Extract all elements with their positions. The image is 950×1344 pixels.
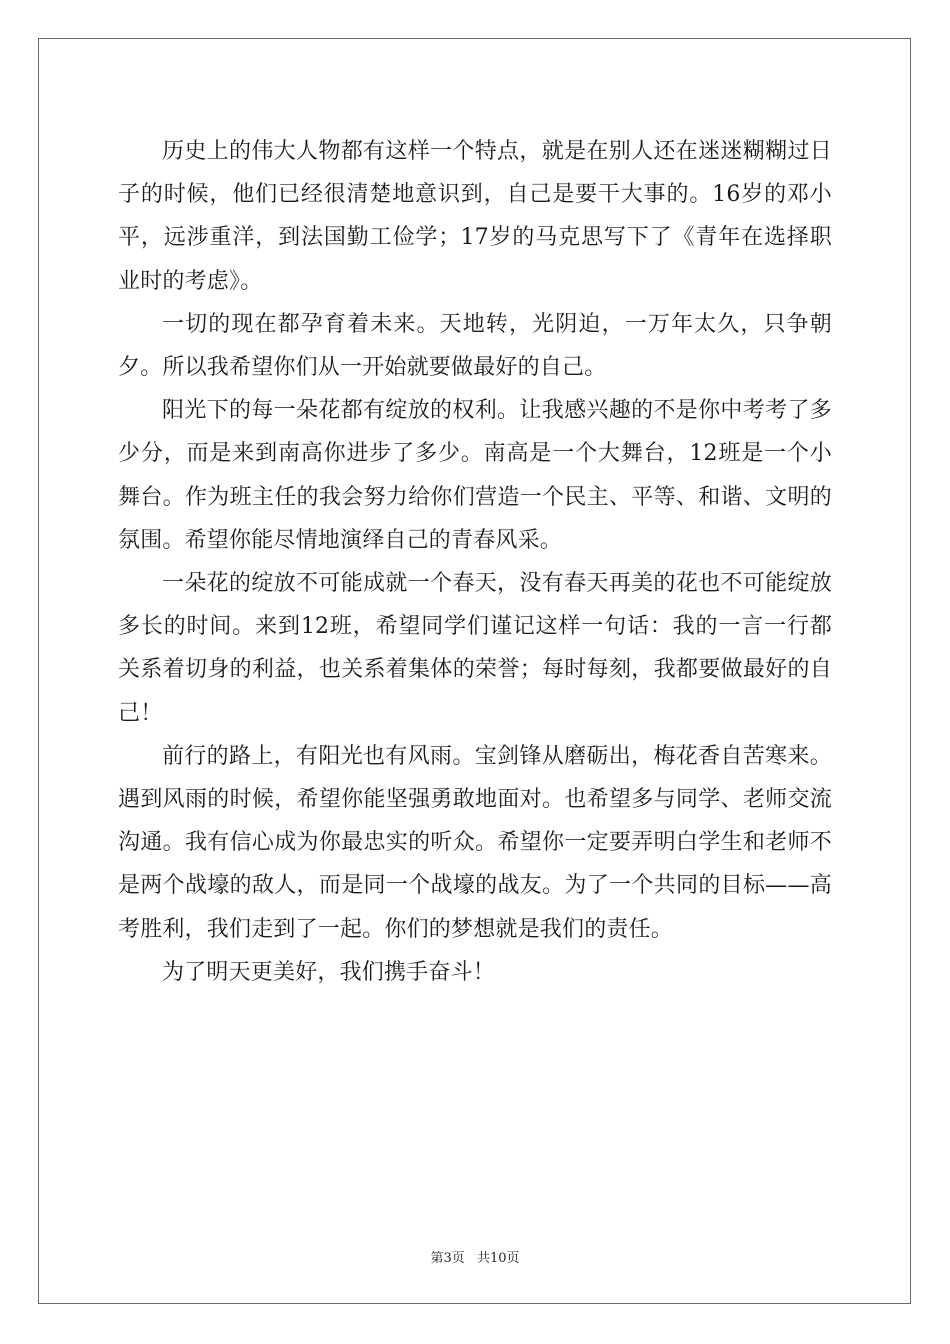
paragraph-5: 前行的路上，有阳光也有风雨。宝剑锋从磨砺出，梅花香自苦寒来。遇到风雨的时候，希望你能坚强勇敢地面对。也希望多与同学、老师交流沟通。我有信心成为你最忠实的听众。希望你一定要弄明白学生和老师不是两个战壕的敌人，而是同一个战壕的战友。为了一个共同的目标——高考胜利，我们走到了一起。你们的梦想就是我们的责任。 [118, 743, 832, 942]
page-number: 第3页 [430, 1251, 465, 1266]
paragraph-4: 一朵花的绽放不可能成就一个春天，没有春天再美的花也不可能绽放多长的时间。来到12班，希望同学们谨记这样一句话：我的一言一行都关系着切身的利益，也关系着集体的荣誉；每时每刻，我都要做最好的自己！ [118, 571, 832, 726]
paragraph-2: 一切的现在都孕育着未来。天地转，光阴迫，一万年太久，只争朝夕。所以我希望你们从一开始就要做最好的自己。 [118, 311, 832, 381]
document-body [118, 130, 832, 994]
paragraph-3: 阳光下的每一朵花都有绽放的权利。让我感兴趣的不是你中考考了多少分，而是来到南高你进步了多少。南高是一个大舞台，12班是一个小舞台。作为班主任的我会努力给你们营造一个民主、平等、和谐、文明的氛围。希望你能尽情地演绎自己的青春风采。 [118, 398, 832, 553]
page-footer [0, 1247, 950, 1266]
paragraph-1: 历史上的伟大人物都有这样一个特点，就是在别人还在迷迷糊糊过日子的时候，他们已经很清楚地意识到，自己是要干大事的。16岁的邓小平，远涉重洋，到法国勤工俭学；17岁的马克思写下了《青年在选择职业时的考虑》。 [118, 139, 832, 294]
page-total: 共10页 [476, 1251, 520, 1266]
paragraph-6: 为了明天更美好，我们携手奋斗！ [162, 959, 496, 985]
